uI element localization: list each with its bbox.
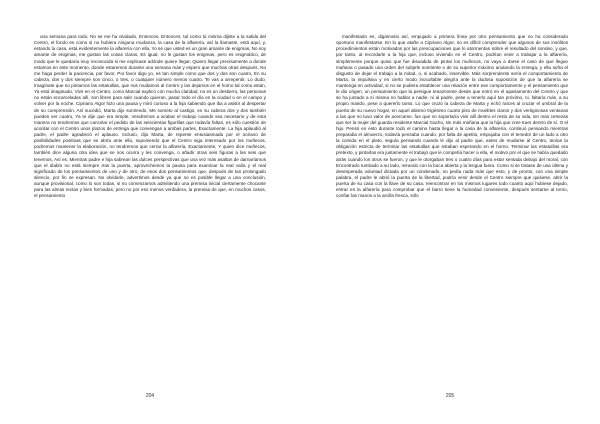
right-page-paragraph: manifestado es, digámoslo así, empujado a primera línea por otro pensamiento que no ha considerado oportuno manifestarse. En lo que atañe a Cipriano Algor, no es difícil comprender que algunos de sus insólitos procedimientos están motivados por las preocupaciones que lo atormentan sobre el resultado del sondeo, y que, por tanto, al recordarle a la hija que, incluso viviendo en el Centro, podrían venir a trabajar a la alfarería, simplemente porque quiso que fue disuadida de pintar los muñecos, no vaya a darse el caso de que llegue mañana o pasado una orden del subjefe sonriente o de su superior máximo anulando la entrega, y ella sufra el disgusto de dejar el trabajo a la mitad, o, si acabado, inservible. Más sorprendente sería el comportamiento de Marta, la impulsiva y en cierto modo inocultable alegría ante la dudosa suposición de que la alfarería se mantenga en actividad, si no se pudiera establecer una relación entre ese comportamiento y el pensamiento que le dio origen, un pensamiento que la persigue tenazmente desde que entró en el apartamento del Centro y que se ha juntado a sí misma no hablar a nadie, ni al padre, pese a tenerlo aquí tan próximo, ni, faltaría más, a su propio marido, pese a quererlo tanto. Lo que cruzó la cabeza de Marta y echó raíces al cruzar el umbral de la puerta de su nuevo hogar, en aquel abismo trigésimo cuarto piso de muebles claros y dos vertiginosas ventanas a las que no tuvo valor de acercarse, fue que no soportaría vivir allí dentro el resto de su vida, sin más certezas que ser la mujer del guarda residente Marcial Gacho, sin más mañana que la hija que cree traer dentro de sí. O el hijo. Pensó en esto durante todo el camino hasta llegar a la casa de la alfarería, continuó pensando mientras preparaba el almuerzo, todavía pensaba cuando, por falta de apetito, empujaba con el tenedor de un lado a otro la comida en el plato, seguía pensando cuando le dijo al padre que, antes de mudarse al Centro, tenían la obligación estricta de terminar las estatuillas que estaban esperando en el horno. Terminar las estatuillas era pretexto, y pintarlas era justamente el trabajo que le competía hacer a ella, el motivo por el que se había quedado atrás cuando los otros se fueron, y que le otorgaban tres o cuatro días para estar sentada debajo del moral, con Encontrado tumbado a su lado, mirando con la boca abierta y la lengua fuera. Como si se tratase de una última y desesperada voluntad dictada por un condenado, no pedía nada más que esto, y de pronto, con una simple palabra, el padre le abrió la puerta de la libertad, podría venir desde el Centro siempre que quisiese, abrir la puerta de su casa con la llave de su casa, reencontrar en los mismos lugares todo cuanto aquí hubiese dejado, entrar en la alfarería para comprobar que el barro tiene la humedad conveniente, después sentarse al torno, confiar las manos a la arcilla fresca, sólo xyxy=(336,34,568,199)
right-page-number: 205 xyxy=(445,393,455,399)
right-page-text xyxy=(336,34,568,199)
left-page-text xyxy=(34,34,266,199)
left-page-number: 204 xyxy=(145,393,155,399)
right-page xyxy=(300,0,600,424)
left-page-paragraph: una semana para todo, No se me ha olvidado, Entonces, Entonces, tal como tú misma dijiste a la salida del Centro, el fondo es como si no hubiera ninguna mudanza, la casa de la alfarería, así la llamaste, está aquí, y, estando la casa, está evidentemente la alfarería con ella, Yo sé que usted es un gran amante de enigmas, No soy amante de enigmas, me gustan las cosas claras, Es igual, no le gustan los enigmas, pero es enigmático, de modo que le quedaría muy reconocida si me explicase adónde quiere llegar, Quiero llegar precisamente a donde estamos en este momento, donde estaremos durante una semana más y espero que muchas otras después, No me haga perder la paciencia, por favor, Por favor digo yo, es tan simple como que dos y dos son cuatro, En su cabeza, dos y dos siempre son cinco, o tres, o cualquier número menos cuatro, Te vas a arrepentir, Lo dudo, Imagínate que no pintamos las estatuillas, que nos mudamos al Centro y las dejamos en el horno tal como están, Ya está imaginado, Vivir en el Centro, como Marcial explicó con mucha claridad, no es un destierro, las personas no están encarceladas allí, son libres para salir cuando quieran, pasar todo el día en la ciudad o en el campo y volver por la noche. Cipriano Algor hizo una pausa y miró curioso a la hija sabiendo que iba a asistir al despertar de su comprensión. Así sucedió, Marta dijo sonriendo, Me someto al castigo, en su cabeza dos y dos también pueden ser cuatro, Ya te dije que era simple, Vendremos a acabar el trabajo cuando sea necesario y de esta manera no tendremos que cancelar el pedido de las seiscientas figurillas que todavía faltan, es sólo cuestión de acordar con el Centro unos plazos de entrega que convengan a ambas partes, Exactamente. La hija aplaudió al padre, el padre agradeció el aplauso. Incluso, dijo Marta, de repente entusiasmada por el océano de posibilidades positivas que se abría ante ella, suponiendo que el Centro siga interesado por los muñecos, podremos mantener la elaboración, no tendremos que cerrar la alfarería, Exactamente, Y quien dice muñecos, también dice alguna otra idea que se nos ocurra y les convenga, o añadir otras seis figuras a las seis que tenemos, Así es. Mientras padre e hija sabrean las dulces perspectivas que una vez más asaltan de darnaríamos que el diablo no está siempre tras la puerta, aprovechemos la pausa para examinar la real valía y el real significado de los pensamientos de uno y de otro, de esos dos pensamientos que, después de tan prolongado silencio, por fin se expresan. No olvidarle, advertimos desde ya que no es posible llegar a una conclusión, aunque provisional, como lo son todas, si no comenzamos admitiendo una premisa inicial ciertamente chocante para las almas rectas y bien formadas, pero no por eso menos verdadera, la premisa de que, en muchos casos, el pensamiento xyxy=(34,34,266,199)
